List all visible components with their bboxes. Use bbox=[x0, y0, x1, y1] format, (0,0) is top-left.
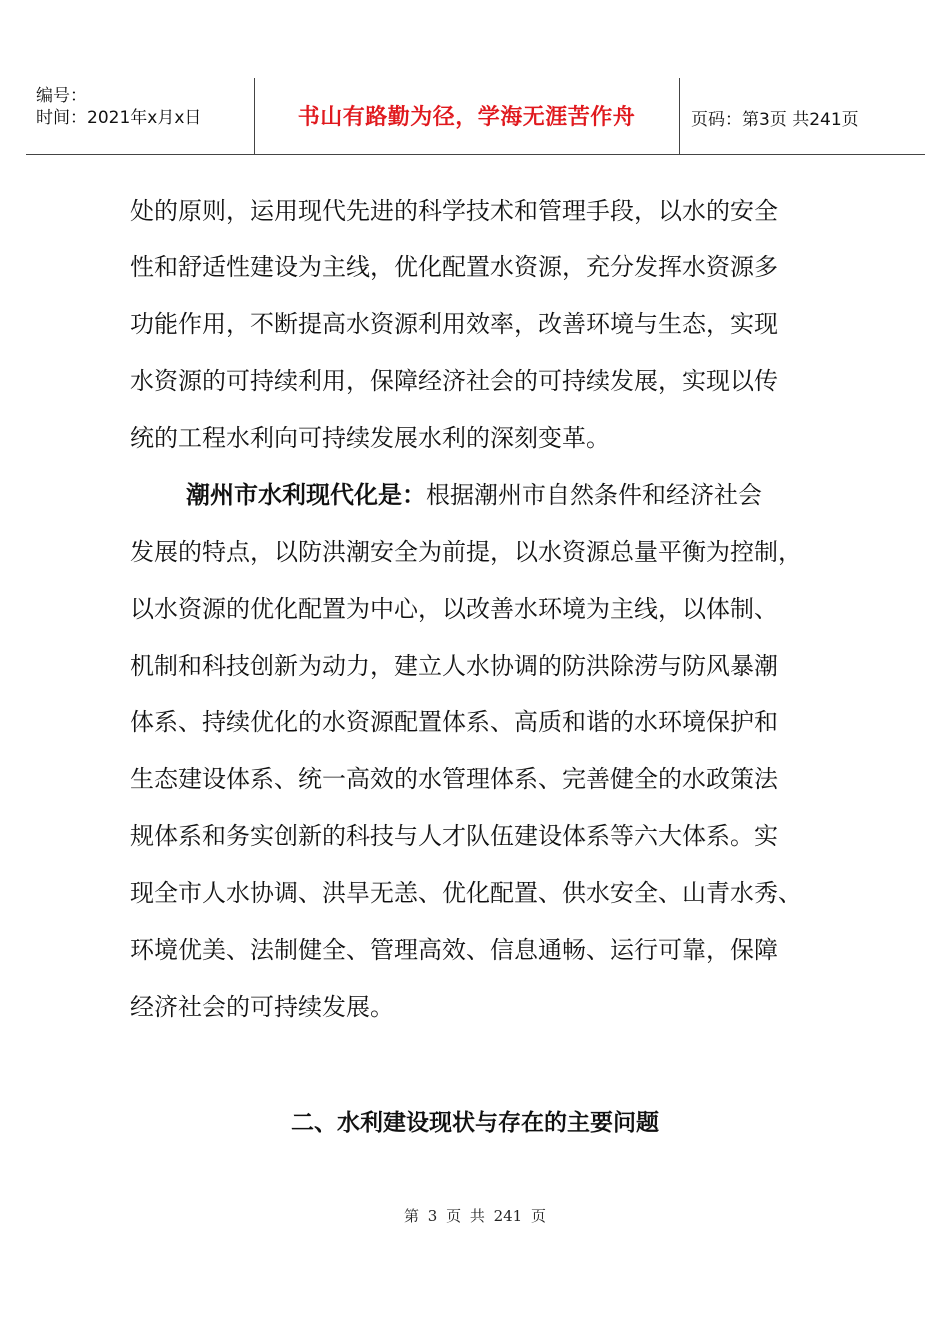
page-footer: 第 3 页 共 241 页 bbox=[403, 1207, 546, 1225]
body-line: 经济社会的可持续发展。 bbox=[130, 993, 394, 1021]
body-line: 体系、持续优化的水资源配置体系、高质和谐的水环境保护和 bbox=[130, 708, 778, 736]
header-motto-cell bbox=[254, 78, 680, 154]
body-line: 性和舒适性建设为主线，优化配置水资源，充分发挥水资源多 bbox=[130, 253, 778, 281]
document-number-label: 编号： bbox=[36, 86, 87, 106]
body-line: 功能作用，不断提高水资源利用效率，改善环境与生态，实现 bbox=[130, 310, 778, 338]
body-line: 机制和科技创新为动力，建立人水协调的防洪除涝与防风暴潮 bbox=[130, 652, 778, 680]
header-page-info: 页码：第3页 共241页 bbox=[691, 110, 859, 130]
body-line: 处的原则，运用现代先进的科学技术和管理手段，以水的安全 bbox=[130, 197, 778, 225]
body-line: 环境优美、法制健全、管理高效、信息通畅、运行可靠，保障 bbox=[130, 936, 778, 964]
header-left-cell bbox=[26, 78, 255, 154]
body-line: 水资源的可持续利用，保障经济社会的可持续发展，实现以传 bbox=[130, 367, 778, 395]
section-heading: 二、水利建设现状与存在的主要问题 bbox=[291, 1110, 659, 1136]
paragraph-lead-rest: 根据潮州市自然条件和经济社会 bbox=[426, 481, 762, 509]
body-line: 统的工程水利向可持续发展水利的深刻变革。 bbox=[130, 424, 610, 452]
body-line: 以水资源的优化配置为中心，以改善水环境为主线，以体制、 bbox=[130, 595, 778, 623]
paragraph-first-line bbox=[186, 480, 906, 510]
body-line: 规体系和务实创新的科技与人才队伍建设体系等六大体系。实 bbox=[130, 822, 778, 850]
body-line: 现全市人水协调、洪旱无恙、优化配置、供水安全、山青水秀、 bbox=[130, 879, 802, 907]
header-page-cell bbox=[679, 78, 925, 154]
body-line: 发展的特点，以防洪潮安全为前提，以水资源总量平衡为控制， bbox=[130, 538, 802, 566]
document-time-label: 时间：2021年x月x日 bbox=[36, 108, 202, 128]
body-line: 生态建设体系、统一高效的水管理体系、完善健全的水政策法 bbox=[130, 765, 778, 793]
paragraph-bold-lead: 潮州市水利现代化是： bbox=[186, 481, 426, 509]
page-header bbox=[26, 78, 925, 155]
header-motto: 书山有路勤为径，学海无涯苦作舟 bbox=[297, 105, 636, 130]
